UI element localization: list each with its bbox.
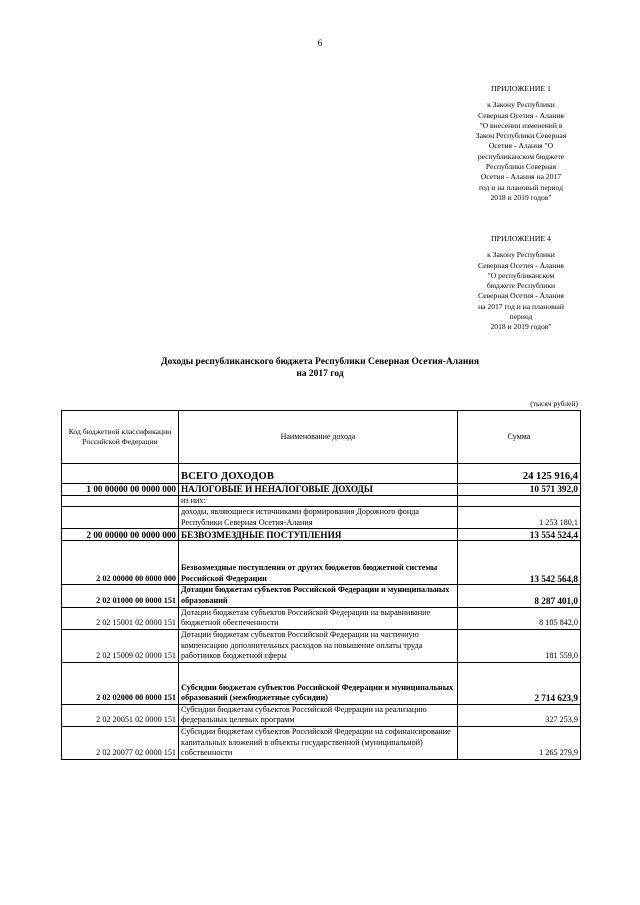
income-table — [61, 410, 581, 760]
row-amount: 2 714 623,9 — [458, 662, 581, 704]
table-row — [62, 484, 581, 496]
appendix-4-line: на 2017 год и на плановый — [478, 301, 564, 311]
table-row — [62, 495, 581, 507]
row-code — [62, 507, 179, 529]
row-code: 2 00 00000 00 0000 000 — [62, 529, 179, 541]
row-code: 2 02 15001 02 0000 151 — [62, 607, 179, 629]
document-title-line-2: на 2017 год — [296, 369, 344, 379]
page-number: 6 — [317, 38, 323, 48]
row-amount: 8 105 842,0 — [458, 607, 581, 629]
appendix-1-line: Осетия - Алания "О — [488, 141, 554, 151]
row-code: 2 02 02000 00 0000 151 — [62, 662, 179, 704]
table-header-row — [62, 411, 581, 464]
appendix-4-line: 2018 и 2019 годов" — [490, 322, 552, 332]
appendix-4-line: "О республиканском — [487, 270, 555, 280]
row-name: доходы, являющиеся источниками формирования Дорожного фонда Республики Северная Осетия-Алания — [179, 507, 458, 529]
table-row — [62, 629, 581, 662]
row-name: из них: — [179, 495, 458, 507]
appendix-1-line: "О внесении изменений в — [479, 120, 563, 130]
row-amount: 13 542 564,8 — [458, 541, 581, 585]
row-amount — [458, 495, 581, 507]
name-column-header: Наименование дохода — [179, 411, 458, 464]
row-name: Субсидии бюджетам субъектов Российской Федерации на софинансирование капитальных вложений в объекты государственной (муниципальной) собственности — [179, 726, 458, 759]
row-code: 1 00 00000 00 0000 000 — [62, 484, 179, 496]
row-code: 2 02 20051 02 0000 151 — [62, 704, 179, 726]
appendix-1-line: Северная Осетия - Алания — [478, 110, 564, 120]
appendix-4-line: Северная Осетия - Алания — [478, 260, 564, 270]
document-title — [0, 356, 640, 380]
row-amount: 10 571 392,0 — [458, 484, 581, 496]
code-column-header: Код бюджетной классификации Российской Федерации — [62, 411, 179, 464]
amount-column-header: Сумма — [458, 411, 581, 464]
row-name: Дотации бюджетам субъектов Российской Федерации и муниципальных образований — [179, 585, 458, 607]
appendix-1-line: Республики Северная — [485, 162, 557, 172]
row-name: ВСЕГО ДОХОДОВ — [179, 464, 458, 484]
appendix-1-block — [462, 84, 580, 203]
appendix-1-line: Осетия - Алания на 2017 — [480, 172, 562, 182]
row-code: 2 02 01000 00 0000 151 — [62, 585, 179, 607]
appendix-1-line: год и на плановый период — [478, 182, 564, 192]
row-amount: 1 265 279,9 — [458, 726, 581, 759]
row-name: БЕЗВОЗМЕЗДНЫЕ ПОСТУПЛЕНИЯ — [179, 529, 458, 541]
appendix-1-line: 2018 и 2019 годов" — [490, 192, 552, 202]
units-label: (тысяч рублей) — [530, 399, 578, 408]
table-row — [62, 541, 581, 585]
table-row — [62, 607, 581, 629]
row-amount: 8 287 401,0 — [458, 585, 581, 607]
row-amount: 327 253,9 — [458, 704, 581, 726]
row-amount: 24 125 916,4 — [458, 464, 581, 484]
row-name: Дотации бюджетам субъектов Российской Федерации на выравнивание бюджетной обеспеченности — [179, 607, 458, 629]
appendix-4-line: Северная Осетия - Алания — [478, 291, 564, 301]
table-row — [62, 704, 581, 726]
row-name: НАЛОГОВЫЕ И НЕНАЛОГОВЫЕ ДОХОДЫ — [179, 484, 458, 496]
row-amount: 13 554 524,4 — [458, 529, 581, 541]
appendix-4-block — [462, 234, 580, 333]
row-amount: 181 559,0 — [458, 629, 581, 662]
appendix-4-line: к Закону Республики — [487, 250, 555, 260]
appendix-4-line: бюджете Республики — [486, 281, 556, 291]
table-row — [62, 529, 581, 541]
row-amount: 1 253 180,1 — [458, 507, 581, 529]
row-code: 2 02 15009 02 0000 151 — [62, 629, 179, 662]
row-name: Дотации бюджетам субъектов Российской Федерации на частичную компенсацию дополнительных расходов на повышение оплаты труда работников бюджетной сферы — [179, 629, 458, 662]
appendix-1-line: республиканском бюджете — [477, 151, 565, 161]
table-row — [62, 662, 581, 704]
row-name: Безвозмездные поступления от других бюджетов бюджетной системы Российской Федерации — [179, 541, 458, 585]
row-code — [62, 464, 179, 484]
row-name: Субсидии бюджетам субъектов Российской Федерации на реализацию федеральных целевых программ — [179, 704, 458, 726]
appendix-1-heading: ПРИЛОЖЕНИЕ 1 — [491, 84, 551, 93]
table-row — [62, 507, 581, 529]
table-row — [62, 464, 581, 484]
row-code: 2 02 20077 02 0000 151 — [62, 726, 179, 759]
row-code — [62, 495, 179, 507]
row-name: Субсидии бюджетам субъектов Российской Федерации и муниципальных образований (межбюджетные субсидии) — [179, 662, 458, 704]
appendix-1-line: Закон Республики Северная — [475, 131, 567, 141]
table-row — [62, 726, 581, 759]
row-code: 2 02 00000 00 0000 000 — [62, 541, 179, 585]
appendix-4-line: период — [509, 312, 533, 322]
table-row — [62, 585, 581, 607]
appendix-1-line: к Закону Республики — [487, 100, 555, 110]
document-title-line-1: Доходы республиканского бюджета Республики Северная Осетия-Алания — [161, 357, 479, 367]
appendix-4-heading: ПРИЛОЖЕНИЕ 4 — [491, 234, 551, 243]
